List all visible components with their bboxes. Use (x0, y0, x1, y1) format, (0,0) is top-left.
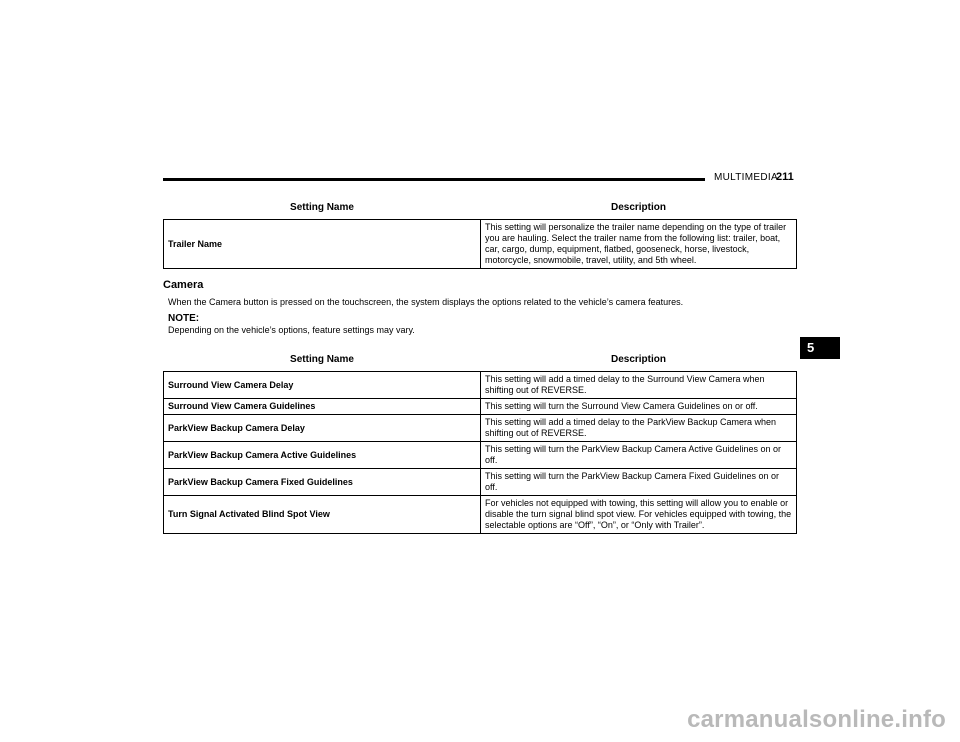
camera-settings-table (163, 349, 797, 534)
table-row (164, 496, 797, 534)
camera-intro-text: When the Camera button is pressed on the touchscreen, the system displays the options related to the vehicle’s camera features. (168, 297, 684, 307)
table-row (164, 442, 797, 469)
setting-name-cell: Trailer Name (164, 220, 481, 269)
column-header-description: Description (481, 197, 797, 220)
table-header-row (164, 197, 797, 220)
camera-section-heading: Camera (163, 279, 204, 291)
column-header-description: Description (481, 349, 797, 372)
table-row (164, 415, 797, 442)
note-text: Depending on the vehicle’s options, feature settings may vary. (168, 325, 415, 335)
table-row (164, 372, 797, 399)
setting-name-cell: Surround View Camera Delay (164, 372, 481, 399)
setting-description-cell: This setting will turn the ParkView Backup Camera Fixed Guidelines on or off. (481, 469, 797, 496)
setting-name-cell: ParkView Backup Camera Fixed Guidelines (164, 469, 481, 496)
header-rule (163, 178, 705, 181)
setting-name-cell: ParkView Backup Camera Delay (164, 415, 481, 442)
setting-name-cell: Turn Signal Activated Blind Spot View (164, 496, 481, 534)
table-header-row (164, 349, 797, 372)
page-number: 211 (776, 171, 794, 183)
table-row (164, 469, 797, 496)
setting-description-cell: This setting will turn the Surround View Camera Guidelines on or off. (481, 399, 797, 415)
table-row (164, 220, 797, 269)
trailer-settings-table (163, 197, 797, 269)
setting-description-cell: This setting will personalize the trailer name depending on the type of trailer you are hauling. Select the trailer name from the following list: trailer, boat, car, cargo, dump, equipment, flatbed, gooseneck, horse, livestock, motorcycle, snowmobile, travel, utility, and 5th wheel. (481, 220, 797, 269)
setting-description-cell: This setting will add a timed delay to the ParkView Backup Camera when shifting out of REVERSE. (481, 415, 797, 442)
setting-name-cell: ParkView Backup Camera Active Guidelines (164, 442, 481, 469)
setting-description-cell: For vehicles not equipped with towing, this setting will allow you to enable or disable the turn signal blind spot view. For vehicles equipped with towing, the selectable options are “Off”, “On”, or “Only with Trailer”. (481, 496, 797, 534)
setting-name-cell: Surround View Camera Guidelines (164, 399, 481, 415)
chapter-tab: 5 (800, 337, 840, 359)
column-header-setting-name: Setting Name (164, 349, 481, 372)
section-title-header: MULTIMEDIA (714, 172, 778, 183)
column-header-setting-name: Setting Name (164, 197, 481, 220)
table-row (164, 399, 797, 415)
note-label: NOTE: (168, 313, 200, 324)
setting-description-cell: This setting will add a timed delay to the Surround View Camera when shifting out of REVERSE. (481, 372, 797, 399)
watermark[interactable]: carmanualsonline.info (687, 706, 946, 733)
setting-description-cell: This setting will turn the ParkView Backup Camera Active Guidelines on or off. (481, 442, 797, 469)
